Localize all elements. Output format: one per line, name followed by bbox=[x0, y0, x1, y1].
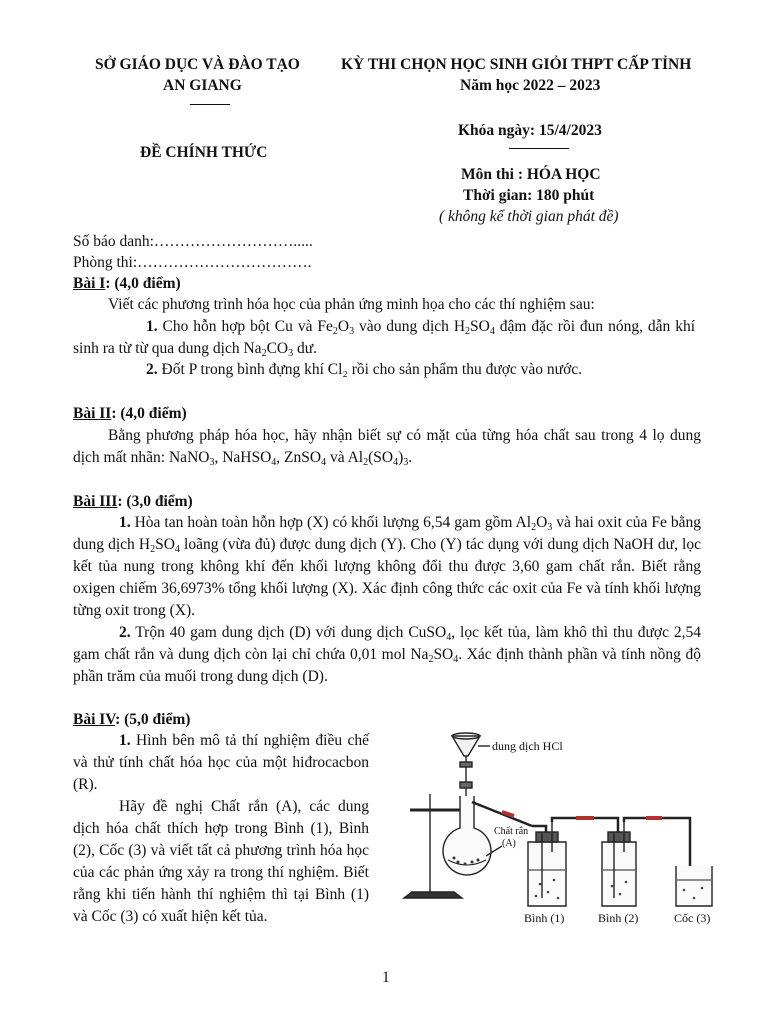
page-number: 1 bbox=[382, 969, 390, 986]
subscript: 2 bbox=[465, 326, 471, 337]
q-number: 1. bbox=[146, 318, 158, 335]
subscript: 2 bbox=[332, 326, 338, 337]
text-run: ) bbox=[398, 449, 404, 466]
text-run: Bằng phương pháp hóa học, hãy nhận biết sự có mặt của từng hóa chất sau trong 4 lọ dung dịch mất nhãn: NaNO bbox=[73, 427, 701, 466]
solid-label: Chất rắn bbox=[494, 826, 529, 837]
text-run: . Xác định thành phần và tính nồng độ phần trăm của muối trong dung dịch (D). bbox=[73, 646, 701, 685]
section-3-title: Bài III bbox=[73, 493, 118, 510]
q-number: 1. bbox=[119, 514, 131, 531]
q-number: 1. bbox=[119, 732, 131, 749]
flask-2 bbox=[602, 842, 636, 906]
department-name: SỞ GIÁO DỤC VÀ ĐÀO TẠO bbox=[95, 56, 300, 73]
section-1-heading bbox=[73, 273, 181, 295]
text-run: Hình bên mô tả thí nghiệm điều chế và thử tính chất hóa học của một hiđrocacbon (R). bbox=[73, 732, 369, 793]
section-4-points: : (5,0 điểm) bbox=[115, 711, 191, 728]
subscript: 4 bbox=[393, 457, 399, 468]
subscript: 3 bbox=[547, 522, 553, 533]
exam-date: Khóa ngày: 15/4/2023 bbox=[458, 122, 602, 139]
school-year: Năm học 2022 – 2023 bbox=[460, 77, 601, 94]
section-4-question-1 bbox=[73, 730, 369, 796]
province-name: AN GIANG bbox=[163, 77, 242, 94]
stand-base bbox=[404, 892, 462, 898]
section-4-heading bbox=[73, 709, 190, 731]
duration-note: ( không kể thời gian phát đề) bbox=[439, 208, 619, 225]
subject: Môn thi : HÓA HỌC bbox=[461, 166, 601, 183]
subscript: 4 bbox=[453, 654, 459, 665]
flask-2-label: Bình (2) bbox=[598, 911, 639, 925]
subscript: 3 bbox=[209, 457, 215, 468]
subscript: 4 bbox=[174, 544, 180, 555]
duration: Thời gian: 180 phút bbox=[463, 187, 595, 204]
subscript: 2 bbox=[363, 457, 369, 468]
text-run: đậm đặc rồi đun nóng, dẫn khí sinh ra từ từ qua dung dịch Na bbox=[73, 318, 695, 357]
official-label: ĐỀ CHÍNH THỨC bbox=[140, 144, 268, 161]
section-1-intro: Viết các phương trình hóa học của phản ứng minh họa cho các thí nghiệm sau: bbox=[108, 296, 595, 313]
section-1-question-1: 1. Cho hỗn hợp bột Cu và $Fe_2O_3$ vào dung dịch $H_2SO_4$ đậm đặc rồi đun nóng, dẫn khí sinh ra từ từ qua dung dịch $Na_2CO_3$ dư. bbox=[73, 318, 695, 359]
text-run: (SO bbox=[368, 449, 394, 466]
text-run: vào dung dịch H bbox=[354, 318, 466, 335]
text-run: , ZnSO bbox=[276, 449, 322, 466]
funnel-label: dung dịch HCl bbox=[492, 739, 563, 753]
exam-title: KỲ THI CHỌN HỌC SINH GIỎI THPT CẤP TỈNH bbox=[341, 56, 692, 73]
text-run: Trộn 40 gam dung dịch (D) với dung dịch CuSO bbox=[130, 624, 447, 641]
subscript: 2 bbox=[428, 654, 434, 665]
text-run: và hai oxit của Fe bằng dung dịch H bbox=[73, 514, 701, 553]
subscript: 3 bbox=[403, 457, 409, 468]
section-2-title: Bài II bbox=[73, 405, 112, 422]
exam-room: Phòng thi:……………………………. bbox=[73, 254, 312, 271]
flask-1 bbox=[528, 842, 566, 906]
text-run: Cho hỗn hợp bột Cu và Fe bbox=[157, 318, 333, 335]
header-divider-right bbox=[509, 148, 569, 149]
text-run: . bbox=[408, 449, 413, 466]
subscript: 3 bbox=[349, 326, 355, 337]
section-2-heading bbox=[73, 403, 187, 425]
text-run: , NaHSO bbox=[214, 449, 272, 466]
solid-label-letter: (A) bbox=[502, 838, 516, 849]
section-4-question-1-task: Hãy đề nghị Chất rắn (A), các dung dịch hóa chất thích hợp trong Bình (1), Bình (2), Cốc (3) và viết tất cả phương trình hóa học của các phản ứng xảy ra trong thí nghiệm. Biết rằng khi tiến hành thí nghiệm thì tại Bình (1) và Cốc (3) có xuất hiện kết tủa. bbox=[73, 798, 369, 925]
text-run: , lọc kết tủa, làm khô thì thu được 2,54 gam chất rắn và dung dịch còn lại chỉ chứa 0,01 mol Na bbox=[73, 624, 701, 663]
beaker bbox=[676, 866, 712, 906]
section-2-text bbox=[73, 425, 701, 469]
section-3-heading bbox=[73, 491, 193, 513]
subscript: 3 bbox=[288, 348, 294, 359]
section-4-title: Bài IV bbox=[73, 711, 116, 728]
section-1-points: : (4,0 điểm) bbox=[105, 275, 181, 292]
text-run: dư. bbox=[293, 340, 318, 357]
subscript: 2 bbox=[261, 348, 267, 359]
subscript: 4 bbox=[446, 632, 452, 643]
section-2-points: : (4,0 điểm) bbox=[111, 405, 187, 422]
text-run: Đốt P trong bình đựng khí Cl₂ rồi cho sản phẩm thu được vào nước. bbox=[157, 361, 583, 378]
subscript: 4 bbox=[271, 457, 277, 468]
subscript: 2 bbox=[150, 544, 156, 555]
header-divider-left bbox=[190, 104, 230, 105]
candidate-number: Số báo danh:………………………..... bbox=[73, 233, 313, 250]
beaker-label: Cốc (3) bbox=[674, 911, 711, 925]
section-1-question-2 bbox=[146, 359, 706, 381]
subscript: 4 bbox=[489, 326, 495, 337]
apparatus-diagram bbox=[390, 722, 726, 930]
section-3-question-1: 1. Hòa tan hoàn toàn hỗn hợp (X) có khối lượng 6,54 gam gồm $Al_2O_3$ và hai oxit của Fe bằng dung dịch $H_2SO_4$ loãng (vừa đủ) được dung dịch (Y). Cho (Y) tác dụng với dung dịch NaOH dư, lọc kết tủa nung trong không khí đến khối lượng không đổi thu được 3,60 gam chất rắn. Biết rằng oxigen chiếm 36,6973% tổng khối lượng (X). Xác định công thức các oxit của Fe và tính khối lượng từng oxit trong (X). bbox=[73, 514, 701, 619]
q-number: 2. bbox=[119, 624, 131, 641]
subscript: 2 bbox=[531, 522, 537, 533]
text-run: và Al bbox=[326, 449, 364, 466]
section-3-points: : (3,0 điểm) bbox=[117, 493, 193, 510]
flask-1-label: Bình (1) bbox=[524, 911, 565, 925]
text-run: loãng (vừa đủ) được dung dịch (Y). Cho (Y) tác dụng với dung dịch NaOH dư, lọc kết tủa nung trong không khí đến khối lượng không đổi thu được 3,60 gam chất rắn. Biết rằng oxigen chiếm 36,6973% tổng khối lượng (X). Xác định công thức các oxit của Fe và tính khối lượng từng oxit trong (X). bbox=[73, 536, 701, 619]
text-run: Hòa tan hoàn toàn hỗn hợp (X) có khối lượng 6,54 gam gồm Al bbox=[130, 514, 532, 531]
q-number: 2. bbox=[146, 361, 158, 378]
section-3-question-2: 2. Trộn 40 gam dung dịch (D) với dung dịch CuSO$_4$, lọc kết tủa, làm khô thì thu được 2,54 gam chất rắn và dung dịch còn lại chỉ chứa 0,01 mol $Na_2SO_4$. Xác định thành phần và tính nồng độ phần trăm của muối trong dung dịch (D). bbox=[73, 624, 701, 685]
subscript: 4 bbox=[321, 457, 327, 468]
section-1-title: Bài I bbox=[73, 275, 106, 292]
